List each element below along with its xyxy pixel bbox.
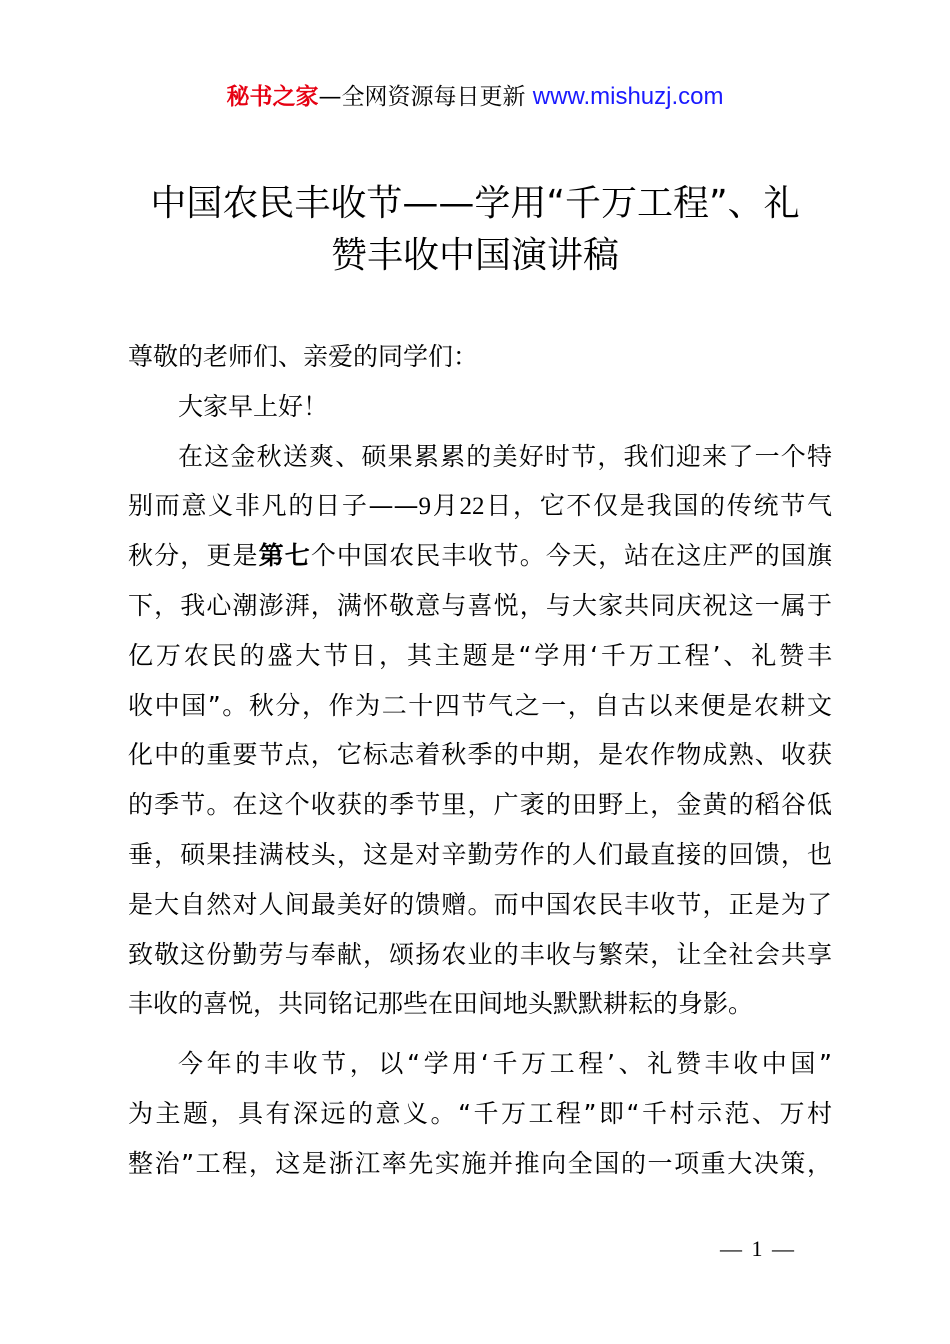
paragraph-2-line: 整治”工程，这是浙江率先实施并推向全国的一项重大决策，: [128, 1148, 832, 1178]
page-number: — 1 —: [720, 1236, 796, 1261]
paragraph-1-line: 亿万农民的盛大节日，其主题是“学用‘千万工程’、礼赞丰: [128, 640, 832, 670]
paragraph-1-line: [128, 531, 832, 581]
site-url-link[interactable]: www.mishuzj.com: [532, 83, 724, 110]
salutation: 尊敬的老师们、亲爱的同学们：: [128, 342, 479, 371]
document-body: [128, 332, 832, 1189]
paragraph-1-line: 垂，硕果挂满枝头，这是对辛勤劳作的人们最直接的回馈，也: [128, 839, 832, 869]
text-run: 个中国农民丰收节。今天，站在这庄严的国旗: [310, 541, 832, 571]
date-day-number: 22: [459, 493, 485, 521]
paragraph-1-line: 收中国”。秋分，作为二十四节气之一，自古以来便是农耕文: [128, 690, 832, 720]
site-slogan: —全网资源每日更新: [318, 84, 533, 110]
paragraph-2-line: 今年的丰收节，以“学用‘千万工程’、礼赞丰收中国”: [178, 1049, 832, 1079]
date-month-number: 9: [418, 493, 432, 521]
bold-ordinal: 第七: [258, 541, 311, 571]
paragraph-1-line: 下，我心潮澎湃，满怀敬意与喜悦，与大家共同庆祝这一属于: [128, 590, 832, 620]
paragraph-1-line: 是大自然对人间最美好的馈赠。而中国农民丰收节，正是为了: [128, 889, 832, 919]
text-run: 月: [431, 491, 460, 521]
paragraph-1-line: 的季节。在这个收获的季节里，广袤的田野上，金黄的稻谷低: [128, 790, 832, 820]
paragraph-1-line: 致敬这份勤劳与奉献，颂扬农业的丰收与繁荣，让全社会共享: [128, 939, 832, 969]
text-run: 别而意义非凡的日子——: [128, 491, 419, 521]
document-title: [120, 178, 830, 282]
site-brand: 秘书之家: [226, 84, 319, 110]
paragraph-1-line: [128, 481, 832, 531]
paragraph-2-line: 为主题，具有深远的意义。“千万工程”即“千村示范、万村: [128, 1098, 832, 1128]
paragraph-1-line: 丰收的喜悦，共同铭记那些在田间地头默默耕耘的身影。: [128, 989, 754, 1019]
paragraph-1-line: 化中的重要节点，它标志着秋季的中期，是农作物成熟、收获: [128, 740, 832, 770]
paragraph-1-line: 在这金秋送爽、硕果累累的美好时节，我们迎来了一个特: [178, 441, 832, 471]
title-line-2: 赞丰收中国演讲稿: [330, 235, 619, 276]
site-header: [0, 80, 950, 114]
greeting: 大家早上好！: [178, 391, 329, 421]
text-run: 秋分，更是: [128, 541, 259, 571]
title-line-1: 中国农民丰收节——学用“千万工程”、礼: [150, 183, 800, 224]
text-run: 日，它不仅是我国的传统节气: [484, 491, 832, 521]
